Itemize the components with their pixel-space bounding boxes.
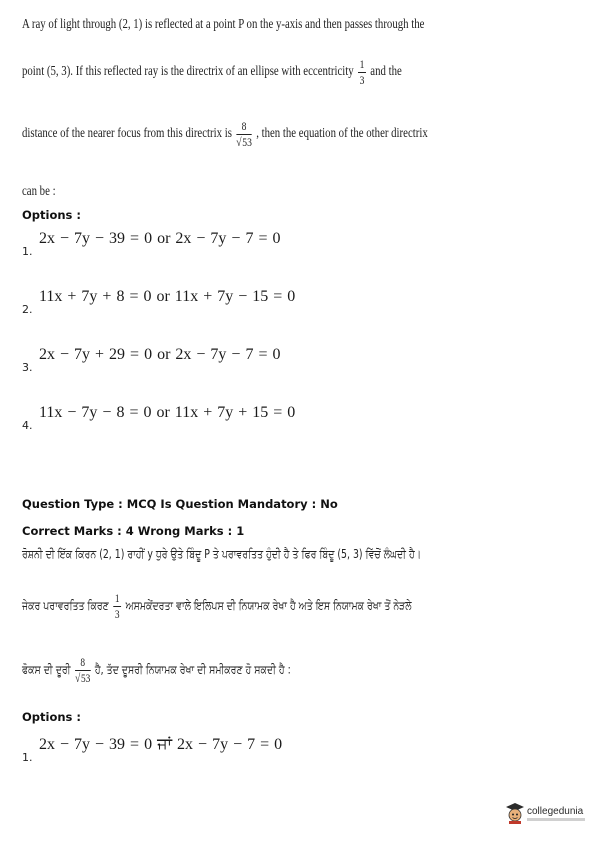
- option-2-number: 2.: [22, 303, 33, 316]
- options-heading: Options :: [22, 208, 81, 222]
- eccentricity-fraction: $\frac{1}{3}$: [359, 57, 365, 87]
- option-1-number: 1.: [22, 245, 33, 258]
- punjabi-line-3: ਫੋਕਸ ਦੀ ਦੂਰੀ $\frac{8}{√53}$ ਹੈ, ਤੱਦ ਦੂਸਰੀ ਨਿਯਾਮਕ ਰੇਖਾ ਦੀ ਸਮੀਕਰਣ ਹੋ ਸਕਦੀ ਹੈ :: [22, 655, 291, 685]
- question-line-3: distance of the nearer focus from this directrix is $\frac{8}{√53}$ , then the equation of the other directrix: [22, 119, 428, 149]
- punjabi-distance-fraction: $\frac{8}{√53}$: [75, 655, 91, 685]
- question-line-4: can be :: [22, 183, 56, 198]
- question-line-2: point (5, 3). If this reflected ray is the directrix of an ellipse with eccentricity $\frac{1}{3}$ and the: [22, 57, 402, 87]
- collegedunia-logo: [505, 800, 589, 834]
- option-pa-1-equation: 2x − 7y − 39 = 0 ਜਾਂ 2x − 7y − 7 = 0: [39, 736, 283, 753]
- option-3-number: 3.: [22, 361, 33, 374]
- punjabi-eccentricity-fraction: $\frac{1}{3}$: [114, 591, 120, 621]
- option-2-equation: 11x + 7y + 8 = 0 or 11x + 7y − 15 = 0: [39, 288, 296, 305]
- option-3-equation: 2x − 7y + 29 = 0 or 2x − 7y − 7 = 0: [39, 346, 281, 363]
- graduate-mascot-icon: [505, 802, 525, 824]
- options-heading-punjabi: Options :: [22, 710, 81, 724]
- option-4-number: 4.: [22, 419, 33, 432]
- marks-line: Correct Marks : 4 Wrong Marks : 1: [22, 524, 245, 538]
- option-1-equation: 2x − 7y − 39 = 0 or 2x − 7y − 7 = 0: [39, 230, 281, 247]
- option-pa-1-number: 1.: [22, 751, 33, 764]
- distance-fraction: $\frac{8}{√53}$: [236, 119, 252, 149]
- question-line-1: A ray of light through (2, 1) is reflected at a point P on the y-axis and then passes through the: [22, 16, 425, 31]
- option-4-equation: 11x − 7y − 8 = 0 or 11x + 7y + 15 = 0: [39, 404, 296, 421]
- question-type-line: Question Type : MCQ Is Question Mandatory : No: [22, 497, 338, 511]
- punjabi-line-1: ਰੋਸ਼ਨੀ ਦੀ ਇੱਕ ਕਿਰਨ (2, 1) ਰਾਹੀਂ y ਧੁਰੇ ਉਤੇ ਬਿੰਦੂ P ਤੇ ਪਰਾਵਰਤਿਤ ਹੁੰਦੀ ਹੈ ਤੇ ਫਿਰ ਬਿੰਦੂ (5, 3) ਵਿੱਚੋਂ ਲੰਘਦੀ ਹੈ।: [22, 547, 422, 561]
- logo-tagline-bar: [527, 818, 585, 821]
- punjabi-line-2: ਜੇਕਰ ਪਰਾਵਰਤਿਤ ਕਿਰਣ $\frac{1}{3}$ ਅਸਮਕੇਂਦਰਤਾ ਵਾਲੇ ਇਲਿਪਸ ਦੀ ਨਿਯਾਮਕ ਰੇਖਾ ਹੈ ਅਤੇ ਇਸ ਨਿਯਾਮਕ ਰੇਖਾ ਤੋਂ ਨੇੜਲੇ: [22, 591, 412, 621]
- logo-text: collegedunia: [527, 806, 584, 817]
